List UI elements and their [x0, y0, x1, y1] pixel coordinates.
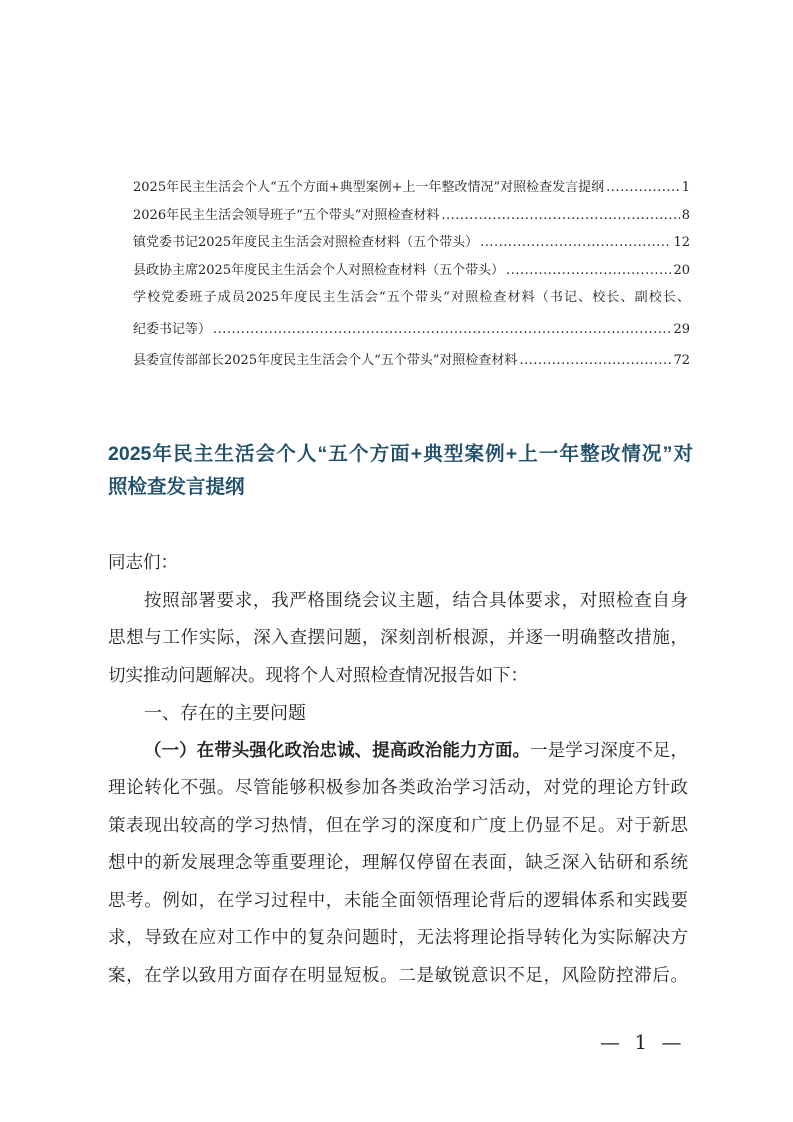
toc-entry[interactable]: [133, 349, 690, 377]
toc-entry[interactable]: [133, 231, 690, 259]
paragraph-line: 思考。例如，在学习过程中，未能全面领悟理论背后的逻辑体系和实践要: [108, 890, 688, 911]
toc-entry-title: 县政协主席2025年度民主生活会个人对照检查材料（五个带头）: [133, 262, 505, 278]
paragraph-line: 策表现出较高的学习热情，但在学习的深度和广度上仍显不足。对于新思: [108, 815, 688, 836]
table-of-contents: [133, 176, 690, 376]
paragraph-line: [108, 733, 688, 771]
toc-entry-title: 学校党委班子成员2025年度民主生活会“五个带头”对照检查材料（书记、校长、副校长、: [133, 290, 690, 305]
paragraph-line: 切实推动问题解决。现将个人对照检查情况报告如下：: [108, 665, 528, 686]
title-line: 2025年民主生活会个人“五个方面+典型案例+上一年整改情况”对: [108, 443, 693, 465]
toc-entry[interactable]: [133, 204, 690, 232]
paragraph-line: 按照部署要求，我严格围绕会议主题，结合具体要求，对照检查自身: [144, 590, 688, 611]
toc-entry[interactable]: [133, 176, 690, 204]
toc-entry-page: 20: [673, 262, 690, 278]
dot-leader: [480, 235, 671, 250]
toc-entry-page: 72: [673, 352, 690, 368]
toc-entry-page: 29: [673, 321, 690, 337]
document-body: [108, 545, 688, 995]
paragraph-line: 案，在学以致用方面存在明显短板。二是敏锐意识不足，风险防控滞后。: [108, 965, 688, 986]
dot-leader: [519, 353, 671, 368]
toc-entry-page: 8: [681, 207, 690, 223]
dot-leader: [506, 263, 671, 278]
toc-entry-continuation[interactable]: [133, 314, 690, 349]
salutation: 同志们：: [108, 553, 178, 573]
paragraph-line: 理论转化不强。尽管能够积极参加各类政治学习活动，对党的理论方针政: [108, 778, 688, 798]
dot-leader: [606, 180, 680, 195]
subsection-heading: （一）在带头强化政治忠诚、提高政治能力方面。: [144, 740, 531, 761]
dot-leader: [441, 208, 679, 223]
toc-entry-page: 12: [673, 235, 690, 250]
document-title: [108, 438, 693, 504]
paragraph-text: 一是学习深度不足，: [530, 740, 689, 761]
toc-entry-page: 1: [681, 180, 690, 195]
toc-entry-title: 2025年民主生活会个人“五个方面+典型案例+上一年整改情况”对照检查发言提纲: [133, 180, 605, 195]
toc-entry-title: 县委宣传部部长2025年度民主生活会个人“五个带头”对照检查材料: [133, 352, 518, 368]
toc-entry[interactable]: [133, 259, 690, 287]
title-line: 照检查发言提纲: [108, 476, 245, 498]
paragraph-line: 求，导致在应对工作中的复杂问题时，无法将理论指导转化为实际解决方: [108, 928, 688, 948]
paragraph-line: 想中的新发展理念等重要理论，理解仅停留在表面，缺乏深入钻研和系统: [108, 853, 688, 873]
section-heading: 一、存在的主要问题: [144, 703, 306, 723]
toc-entry-title: 镇党委书记2025年度民主生活会对照检查材料（五个带头）: [133, 235, 479, 250]
dot-leader: [213, 322, 671, 337]
page-number: — 1 —: [600, 1030, 686, 1054]
paragraph-line: 思想与工作实际，深入查摆问题，深刻剖析根源，并逐一明确整改措施，: [108, 628, 688, 648]
toc-entry-title: 纪委书记等）: [133, 321, 212, 337]
toc-entry[interactable]: [133, 286, 690, 314]
toc-entry-title: 2026年民主生活会领导班子“五个带头”对照检查材料: [133, 207, 440, 223]
